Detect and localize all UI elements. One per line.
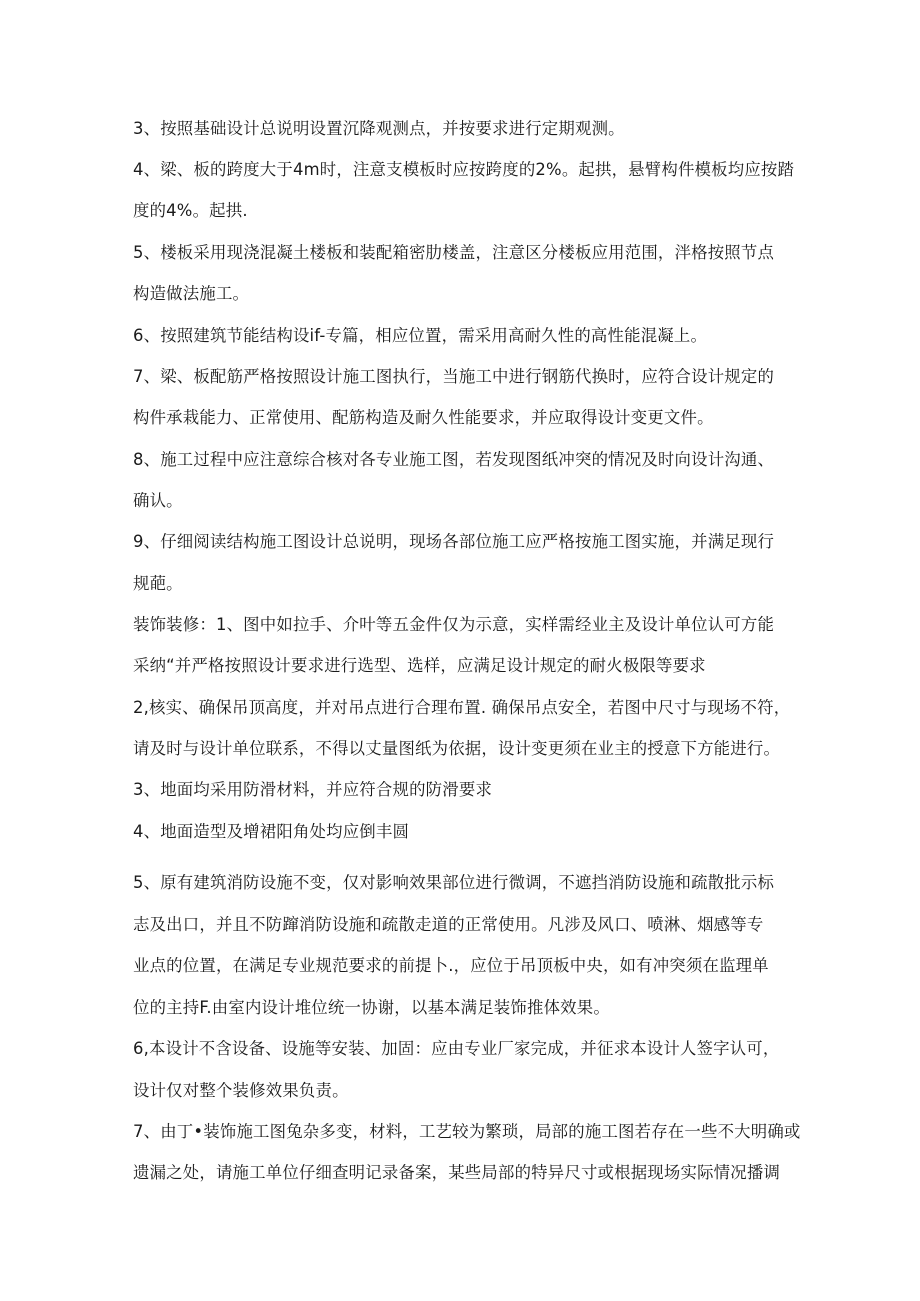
text-line: 采纳“并严格按照设计要求进行选型、选样，应满足设计规定的耐火极限等要求	[133, 656, 706, 675]
text-line: 装饰装修：1、图中如拉手、介叶等五金件仅为示意，实样需经业主及设计单位认可方能	[133, 615, 775, 634]
text-line: 遗漏之处，请施工单位仔细查明记录备案，某些局部的特异尺寸或根据现场实际情况播调	[133, 1163, 781, 1182]
document-page	[133, 0, 801, 1301]
text-line: 确认。	[133, 491, 183, 510]
text-line: 6、按照建筑节能结构设if-专篇，相应位置，需采用高耐久性的高性能混凝上。	[133, 326, 708, 345]
text-line: 8、施工过程中应注意综合核对各专业施工图，若发现图纸冲突的情况及时向设计沟通、	[133, 450, 775, 469]
text-line: 构件承栽能力、正常使用、配筋构造及耐久性能要求，并应取得设计变更文件。	[133, 408, 714, 427]
text-line: 3、地面均采用防滑材料，并应符合规的防滑要求	[133, 780, 493, 799]
text-line: 2,核实、确保吊顶高度，并对吊点进行合理布置. 确保吊点安全，若图中尺寸与现场不符，	[133, 698, 791, 717]
text-line: 5、楼板采用现浇混凝土楼板和装配箱密肋楼盖，注意区分楼板应用范围，泮格按照节点	[133, 243, 775, 262]
text-line: 规葩。	[133, 574, 183, 593]
text-line: 业点的位置，在满足专业规范要求的前提卜.，应位于吊顶板中央，如有冲突须在监理单	[133, 956, 769, 975]
text-line: 4、地面造型及增裙阳角处均应倒丰圆	[133, 822, 410, 841]
text-line: 构造做法施工。	[133, 284, 250, 303]
text-line: 志及出口，并且不防蹿消防设施和疏散走道的正常使用。凡涉及风口、喷淋、烟感等专	[133, 915, 764, 934]
text-line: 度的4%。起拱.	[133, 201, 248, 220]
text-line: 请及时与设计单位联系，不得以丈量图纸为依据，设计变更须在业主的授意下方能进行。	[133, 739, 781, 758]
text-line: 设计仅对整个装修效果负责。	[133, 1081, 349, 1100]
text-line: 9、仔细阅读结构施工图设计总说明，现场各部位施工应严格按施工图实施，并满足现行	[133, 532, 775, 551]
text-line: 位的主持F.由室内设计堆位统一协谢，以基本满足装饰推体效果。	[133, 998, 610, 1017]
text-line: 3、按照基础设计总说明设置沉降观测点，并按要求进行定期观测。	[133, 119, 625, 138]
text-line: 7、梁、板配筋严格按照设计施工图执行，当施工中进行钢筋代换时，应符合设计规定的	[133, 367, 775, 386]
text-line: 6,本设计不含设备、设施等安装、加固：应由专业厂家完成，并征求本设计人签字认可，	[133, 1039, 780, 1058]
text-line: 4、梁、板的跨度大于4m时，注意支模板时应按跨度的2%。起拱，悬臂构件模板均应按踏	[133, 160, 795, 179]
text-line: 7、由丁•装饰施工图兔杂多变，材料，工艺较为繁琐，局部的施工图若存在一些不大明确或	[133, 1122, 801, 1141]
text-line: 5、原有建筑消防设施不变，仅对影响效果部位进行微调，不遮挡消防设施和疏散批示标	[133, 873, 775, 892]
